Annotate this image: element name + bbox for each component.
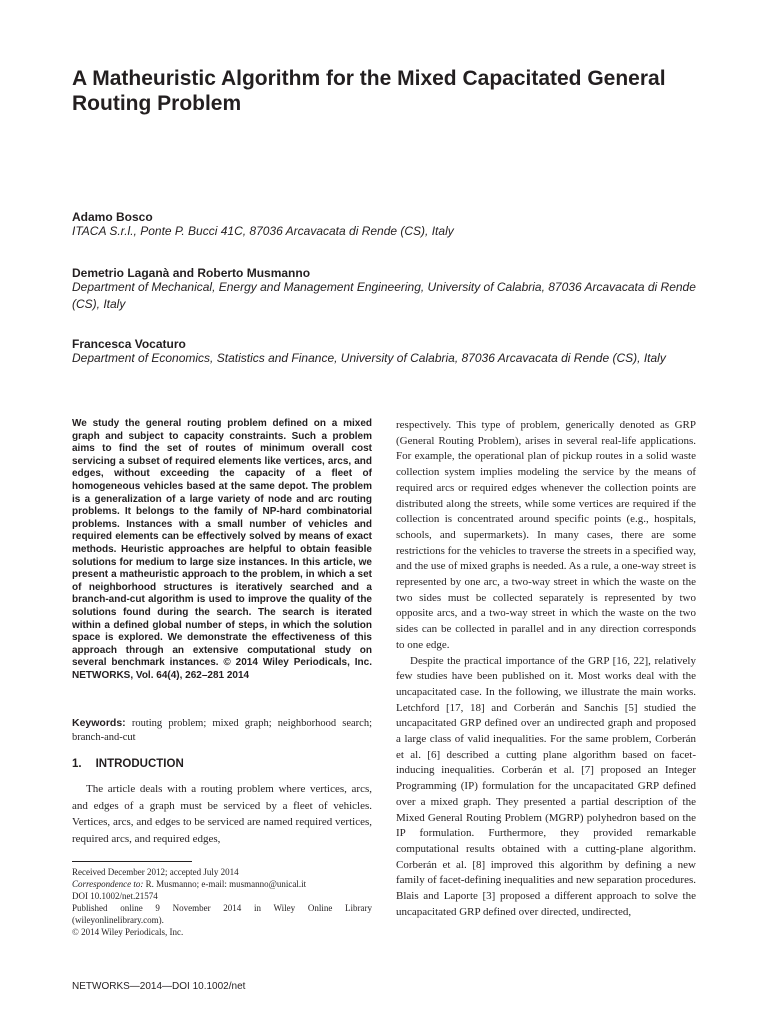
intro-paragraph-right-2: Despite the practical importance of the GRP [16, 22], relatively few studies have been published on it. Most works deal with the uncapacitated case. In the following, we illustrate the main works. Letchford [17, 18] and Corberán and Sanchis [5] studied the uncapacitated GRP defined over an undirected graph and proposed a large class of valid inequalities. For the same problem, Corberán et al. [6] described a cutting plane algorithm based on facet-inducing inequalities. Corberán et al. [7] proposed an Integer Programming (IP) formulation for the uncapacitated GRP defined over a mixed graph. They presented a partial description of the Mixed General Routing Problem (MGRP) polyhedron based on the IP formulation. Furthermore, they provided remarkable computational results obtained with a cutting-plane algorithm. Corberán et al. [8] improved this algorithm by defining a new family of facet-defining inequalities and new separation procedures. Blais and Laporte [3] proposed a different approach to solve the uncapacitated GRP defined over directed, undirected, — [396, 654, 696, 918]
author-1-names: Adamo Bosco — [72, 210, 153, 224]
author-2-names: Demetrio Laganà and Roberto Musmanno — [72, 266, 311, 280]
author-1-affiliation: ITACA S.r.l., Ponte P. Bucci 41C, 87036 Arcavacata di Rende (CS), Italy — [72, 224, 454, 238]
footnote-published-line1: Published online 9 November 2014 in Wiley Online Library — [72, 903, 372, 913]
author-2-affiliation: Department of Mechanical, Energy and Management Engineering, University of Calabria, 87036 Arcavacata di Rende (CS), Italy — [72, 280, 696, 311]
abstract: We study the general routing problem defined on a mixed graph and subject to capacity constraints. Such a problem aims to find the set of routes of minimum overall cost servicing a subset of required elements like vertices, arcs, and edges, without exceeding the capacity of a fleet of homogeneous vehicles based at the same depot. The problem is a generalization of a large variety of node and arc routing problems. It belongs to the family of NP-hard combinatorial problems. Instances with a small number of vehicles and required elements can be effectively solved by means of exact methods. Heuristic approaches are helpful to obtain feasible solutions for medium to large size instances. In this article, we present a matheuristic approach to the problem, in which a set of neighborhood structures is iteratively searched and a branch-and-cut algorithm is used to improve the quality of the solutions found during the search. The search is iterated within a defined global number of steps, in which the solution space is explored. We demonstrate the effectiveness of this approach through an extensive computational study on several benchmark instances. © 2014 Wiley Periodicals, Inc. NETWORKS, Vol. 64(4), 262–281 2014 — [72, 418, 372, 681]
footnote-rule — [72, 861, 192, 862]
correspondence-text: R. Musmanno; e-mail: musmanno@unical.it — [143, 879, 307, 889]
paper-title: A Matheuristic Algorithm for the Mixed Capacitated General Routing Problem — [72, 67, 666, 115]
correspondence-label: Correspondence to: — [72, 879, 144, 889]
intro-paragraph-right-1: respectively. This type of problem, generically denoted as GRP (General Routing Problem), arises in several real-life applications. For example, the operational plan of pickup routes in a solid waste collection system implies modeling the service by the means of required arcs or required edges whenever the collection points are distributed along the streets, while some vertices are required if the collection is concentrated around specific points (e.g., hospitals, schools, and supermarkets). In many cases, there are some restrictions for the vehicles to traverse the streets in a specified way, and the use of mixed graphs is needed. As a rule, a one-way street is represented by one arc, a two-way street in which the waste on the two sides must be collected separately is represented by two opposite arcs, and a two-way street in which the waste on the two sides can be collected in parallel and in any direction corresponds to one edge. — [396, 419, 696, 651]
keywords — [72, 716, 372, 745]
author-3-affiliation: Department of Economics, Statistics and Finance, University of Calabria, 87036 Arcavacata di Rende (CS), Italy — [72, 351, 666, 365]
footnote-received: Received December 2012; accepted July 2014 — [72, 867, 239, 877]
author-3-names: Francesca Vocaturo — [72, 337, 186, 351]
footnotes — [72, 866, 372, 938]
section-title: INTRODUCTION — [95, 758, 184, 770]
footnote-correspondence — [72, 878, 372, 890]
footnote-doi: DOI 10.1002/net.21574 — [72, 891, 158, 901]
footnote-published-line2: (wileyonlinelibrary.com). — [72, 915, 164, 925]
page-footer: NETWORKS—2014—DOI 10.1002/net — [72, 981, 246, 992]
footnote-copyright: © 2014 Wiley Periodicals, Inc. — [72, 927, 184, 937]
right-column — [396, 418, 696, 921]
section-heading — [72, 758, 184, 770]
keywords-text: routing problem; mixed graph; neighborhood search; branch-and-cut — [72, 718, 372, 743]
intro-paragraph-left: The article deals with a routing problem where vertices, arcs, and edges of a graph must be serviced by a fleet of vehicles. Vertices, arcs, and edges to be serviced are named required vertices, required arcs, and required edges, — [72, 783, 372, 845]
keywords-label: Keywords: — [72, 717, 126, 729]
section-number: 1. — [72, 758, 82, 770]
